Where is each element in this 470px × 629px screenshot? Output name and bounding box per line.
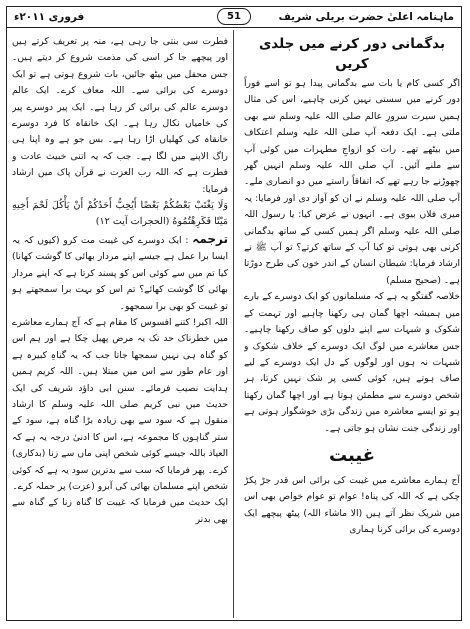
translation-label: ترجمہ (192, 231, 228, 246)
paragraph: فطرت سی بنتی جا رہی ہے، منہ پر تعریف کرتے ہیں اور پیچھے جا کر اسی کی مذمت شروع کر دیتے ہیں۔ جس محفل میں بیٹھ جائیں، بات شروع ہوتی ہے تو ایک دوسرے کی برائی سے۔ اللہ معاف کرے۔ ایک عالم دوسرے عالم کی برائی کر رہا ہے۔ ایک پیر دوسرے پیر کی خامیاں نکال رہا ہے۔ ایک خانقاہ کا فرد دوسرے خانقاہ کی کھلیاں اڑا رہا ہے۔ بس جو ہے وہ اپنا ہی راگ الاپنے میں لگا ہے۔ جب کہ یہ اتنی خبیث عادت و فطرت ہے کہ اللہ رب العزت نے قرآن پاک میں ارشاد فرمایا: (12, 36, 228, 195)
paragraph: اگر کسی کام یا بات سے بدگمانی پیدا ہو تو اسے فوراً دور کرنے میں سستی نہیں کرنی چاہیے، اس کی مثال ہمیں سیرت سرورِ عالم صلی اللہ علیہ وسلم سے بھی ملتی ہے۔ ایک دفعہ آپ صلی اللہ علیہ وسلم اعتکاف میں بیٹھے تھے۔ رات کو ازواجِ مطہرات میں کوئی آپ سے ملنے آئیں۔ آپ صلی اللہ علیہ وسلم انہیں گھر چھوڑنے جا رہے تھے کہ اتفاقاً راستے میں دو انصاری ملے۔ آپ صلی اللہ علیہ وسلم نے ان کو آواز دی اور فرمایا: یہ میری فلاں بیوی ہے۔ انہوں نے عرض کیا: یا رسول اللہ صلی اللہ علیہ وسلم اگر ہمیں کسی کے ساتھ بدگمانی کرنی بھی ہوتی تو کیا آپ کے ساتھ کرتے؟ تو آپ ﷺ نے ارشاد فرمایا: شیطان انسان کے اندر خون کی طرح دوڑتا ہے۔ (صحیح مسلم) (244, 78, 460, 286)
paragraph: اللہ اکبر! کتنے افسوس کا مقام ہے کہ آج ہمارے معاشرے میں خطرناک حد تک یہ مرض پھیل چکا ہے اور ہم اس کو گناہ ہی نہیں سمجھا جاتا جب کہ یہ گناہِ کبیرہ ہے اور عام طور سے اس میں مبتلا ہیں۔ اللہ کریم ہمیں ہدایت نصیب فرمائے۔ سنن ابی داؤد شریف کی ایک حدیث میں نبی کریم صلی اللہ علیہ وسلم کا ارشاد منقول ہے کہ سود سے بھی زیادہ بڑا گناہ ہے، سود کے ستر گناہوں کا مجموعہ ہے، اس کا ادنیٰ درجہ یہ ہے کہ العیاذ باللہ جیسے کوئی شخص اپنی ماں سے زنا (بدکاری) کرے۔ پھر فرمایا کہ سب سے بدترین سود یہ ہے کہ کوئی شخص اپنے مسلمان بھائی کی آبرو (عزت) پر حملہ کرے۔ (12, 316, 228, 492)
paragraph: خلاصہ گفتگو یہ ہے کہ مسلمانوں کو ایک دوسرے کے بارے میں ہمیشہ اچھا گمان ہی رکھنا چاہیے اور تہمت کے شکوک و شبہات سے اپنے دلوں کو صاف رکھنا چاہیے۔ جس معاشرے میں لوگ ایک دوسرے کے خلاف شکوک و شبہات نہ ہوں اور لوگوں کے دل ایک دوسرے کے لیے صاف ہوتے ہیں، کوئی کسی پر شک نہیں کرتا، ہر شخص دوسرے سے مطمئن ہوتا ہے اور اچھا گمان رکھتا ہو تو ایسے معاشرہ میں زندگی بڑی خوشگوار ہوتی ہے اور زندگی جنت نشان ہو جاتی ہے۔ (244, 291, 460, 434)
article-heading: بدگمانی دور کرنے میں جلدی کریں (258, 36, 446, 72)
section-heading: غیبت (328, 444, 376, 466)
right-column (244, 34, 460, 616)
issue-date: فروری ۲۰۱۱ء (14, 10, 85, 23)
left-column (12, 34, 228, 616)
page-number: 51 (217, 8, 251, 25)
magazine-title: ماہنامہ اعلیٰ حضرت بریلی شریف (278, 10, 454, 23)
page-header (6, 6, 462, 28)
translation-paragraph (12, 231, 228, 315)
translation-text: : ایک دوسرے کی غیبت مت کرو (کیوں کہ یہ ایسا برا عمل ہے جیسے اپنے مردار بھائی کا گوشت کھانا) کیا تم میں سے کوئی اس کو پسند کرتا ہے کہ اپنے مردار بھائی کا گوشت کھائے؟ تم اس کو بہت برا سمجھتے ہو تو غیبت کو بھی برا سمجھو۔ (12, 234, 228, 312)
paragraph: آج ہمارے معاشرے میں غیبت کی برائی اس قدر جڑ پکڑ چکی ہے کہ اللہ کی پناہ! عوام تو عوام خواص بھی اس میں شریک نظر آتے ہیں (الا ماشاء اللہ) پیٹھ پیچھے ایک دوسرے کی برائی کرنا ہماری (244, 474, 460, 536)
paragraph: ایک حدیث میں فرمایا کہ غیبت کا گناہ زنا کے گناہ سے بھی بدتر (12, 497, 228, 525)
quran-verse: وَلَا يَغْتَبْ بَعْضُكُمْ بَعْضًا أَيُحِبُّ أَحَدُكُمْ أَنْ يَأْكُلَ لَحْمَ أَخِيهِ مَيْتًا فَكَرِهْتُمُوهُ (الحجرات آیت ۱۲) (12, 200, 228, 228)
column-divider (233, 30, 234, 618)
